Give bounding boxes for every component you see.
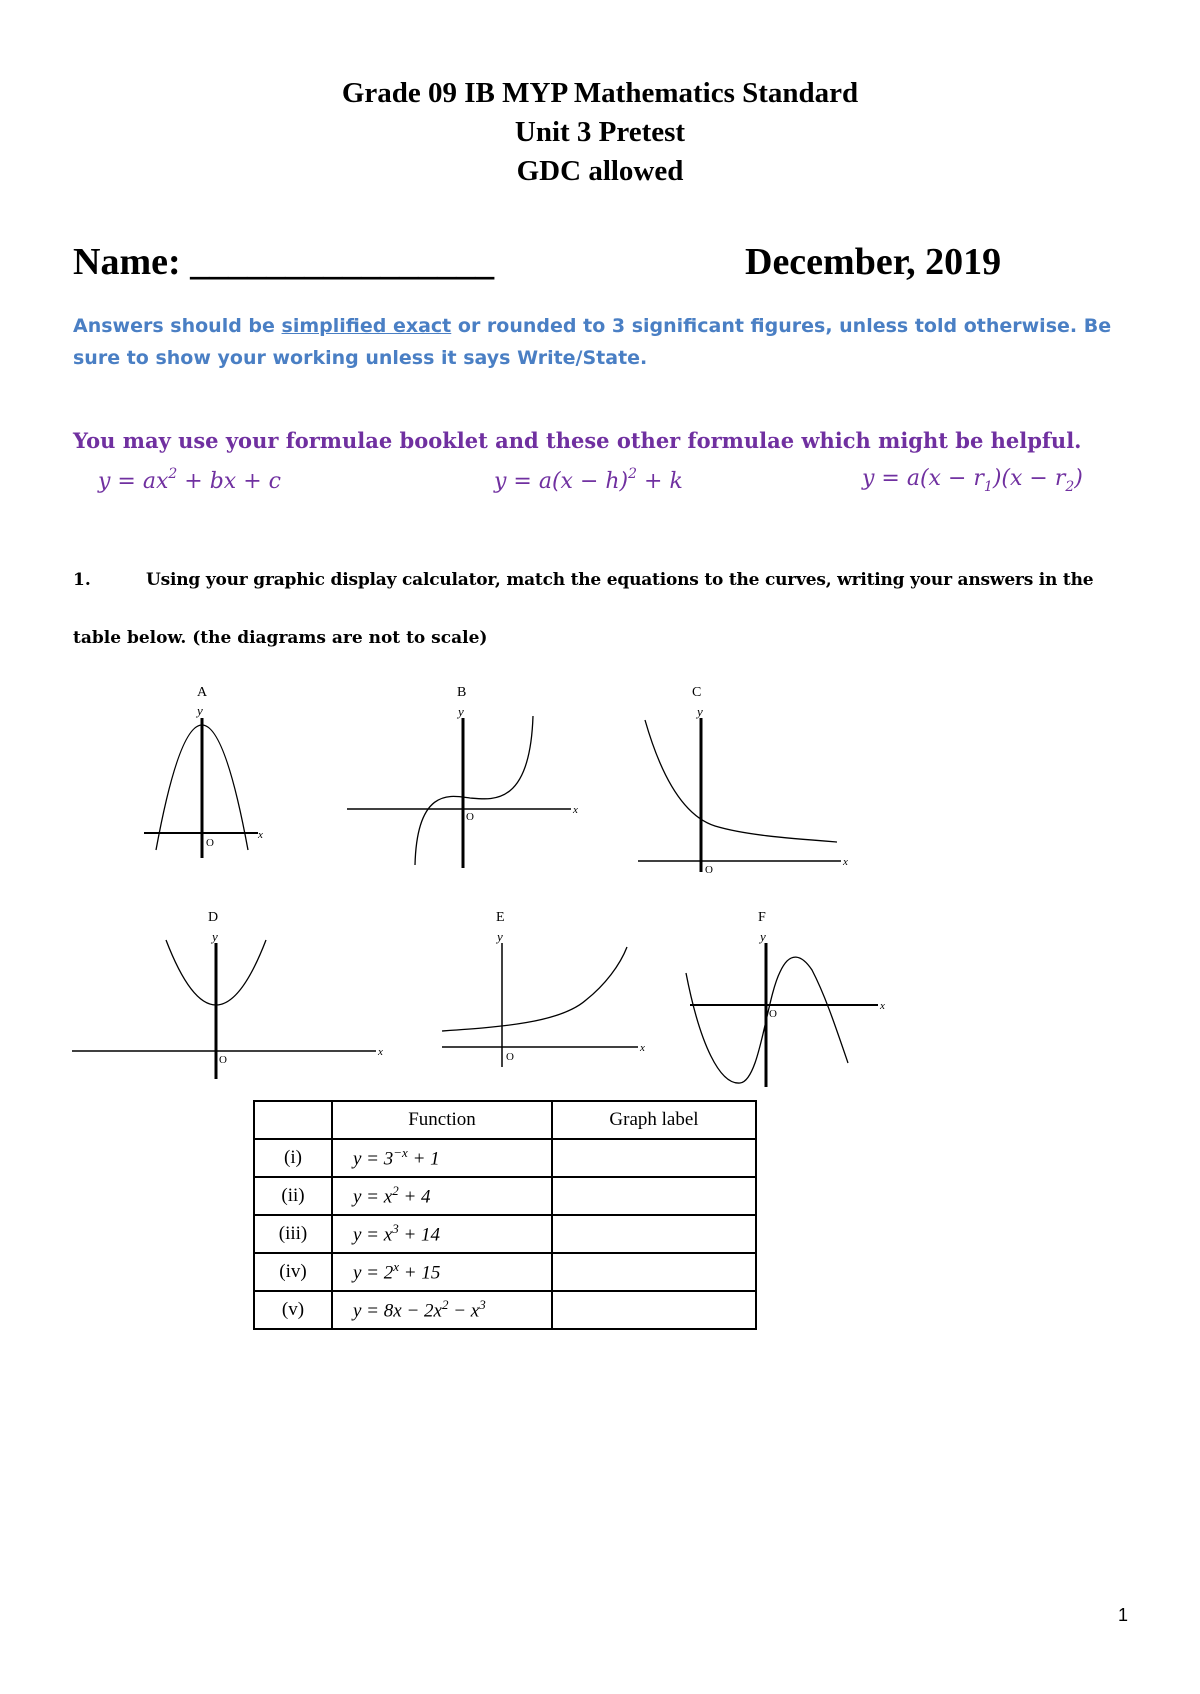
instructions-part1: Answers should be <box>73 315 282 337</box>
table-row <box>254 1291 756 1329</box>
formula-vertex-form: $y = a(x - h)^2 + k$ <box>494 466 683 494</box>
table-header-cell <box>254 1101 332 1139</box>
axis-label-x: x <box>843 856 848 868</box>
row-function: $y = 2^x + 15$ <box>332 1253 552 1291</box>
graph-label: C <box>692 685 702 700</box>
graph-a <box>140 680 280 860</box>
table-row <box>254 1139 756 1177</box>
answer-cell[interactable] <box>552 1215 756 1253</box>
date-label: December, 2019 <box>745 241 1002 283</box>
row-id: (v) <box>254 1291 332 1329</box>
graph-e <box>440 905 660 1070</box>
curve <box>415 716 533 865</box>
answer-cell[interactable] <box>552 1291 756 1329</box>
origin-label: O <box>769 1008 777 1020</box>
formula-standard-form: $y = ax^2$ + bx + c <box>98 466 281 494</box>
header-unit: Unit 3 Pretest <box>514 116 686 148</box>
question-number: 1. <box>73 570 91 590</box>
row-id: (i) <box>254 1139 332 1177</box>
table-row <box>254 1253 756 1291</box>
graph-f <box>680 905 900 1090</box>
header-gdc: GDC allowed <box>516 155 684 187</box>
header-title: Grade 09 IB MYP Mathematics Standard <box>341 77 859 109</box>
row-function: $y = x^2 + 4$ <box>332 1177 552 1215</box>
table-header-function: Function <box>332 1101 552 1139</box>
question-text-line2: table below. (the diagrams are not to scale) <box>73 628 488 648</box>
table-header-row <box>254 1101 756 1139</box>
axis-label-x: x <box>573 804 578 816</box>
axis-label-y: y <box>197 703 203 718</box>
answer-cell[interactable] <box>552 1177 756 1215</box>
answer-cell[interactable] <box>552 1253 756 1291</box>
row-function: $y = x^3 + 14$ <box>332 1215 552 1253</box>
graph-label: A <box>197 685 208 700</box>
answer-table <box>253 1100 757 1330</box>
origin-label: O <box>705 864 713 875</box>
page-number: 1 <box>1118 1605 1129 1625</box>
graph-label: F <box>758 910 766 925</box>
axis-label-x: x <box>378 1046 383 1058</box>
origin-label: O <box>206 837 214 849</box>
table-header-graph-label: Graph label <box>552 1101 756 1139</box>
answer-cell[interactable] <box>552 1139 756 1177</box>
instructions-underlined: simplified exact <box>281 315 452 337</box>
name-field-label: Name: ________________ <box>73 241 495 283</box>
axis-label-y: y <box>697 704 703 719</box>
graph-label: E <box>496 910 505 925</box>
axis-label-x: x <box>258 829 263 841</box>
axis-label-y: y <box>458 704 464 719</box>
instructions-part2: or rounded to 3 significant figures, unless told otherwise. Be sure to show your working unless it says Write/State. <box>73 315 1112 369</box>
question-text-line1: Using your graphic display calculator, match the equations to the curves, writing your answers in the <box>146 570 1094 590</box>
axis-label-y: y <box>760 929 766 944</box>
graph-c <box>635 680 855 875</box>
axis-label-x: x <box>640 1042 645 1054</box>
table-row <box>254 1215 756 1253</box>
graph-b <box>345 680 595 870</box>
row-id: (iv) <box>254 1253 332 1291</box>
instructions <box>73 310 1133 374</box>
curve <box>645 720 837 842</box>
origin-label: O <box>466 811 474 823</box>
row-id: (ii) <box>254 1177 332 1215</box>
formula-factored-form: $y = a(x - r_1)(x - r_2)$ <box>862 466 1083 495</box>
row-id: (iii) <box>254 1215 332 1253</box>
formulae-intro: You may use your formulae booklet and these other formulae which might be helpful. <box>73 428 1082 453</box>
graph-label: D <box>208 910 219 925</box>
row-function: $y = 8x - 2x^2 - x^3$ <box>332 1291 552 1329</box>
curve <box>442 947 627 1031</box>
table-row <box>254 1177 756 1215</box>
axis-label-x: x <box>880 1000 885 1012</box>
row-function: $y = 3^{-x} + 1$ <box>332 1139 552 1177</box>
origin-label: O <box>219 1054 227 1066</box>
origin-label: O <box>506 1051 514 1063</box>
graph-label: B <box>457 685 467 700</box>
axis-label-y: y <box>497 929 503 944</box>
axis-label-y: y <box>212 929 218 944</box>
graph-d <box>70 905 400 1080</box>
